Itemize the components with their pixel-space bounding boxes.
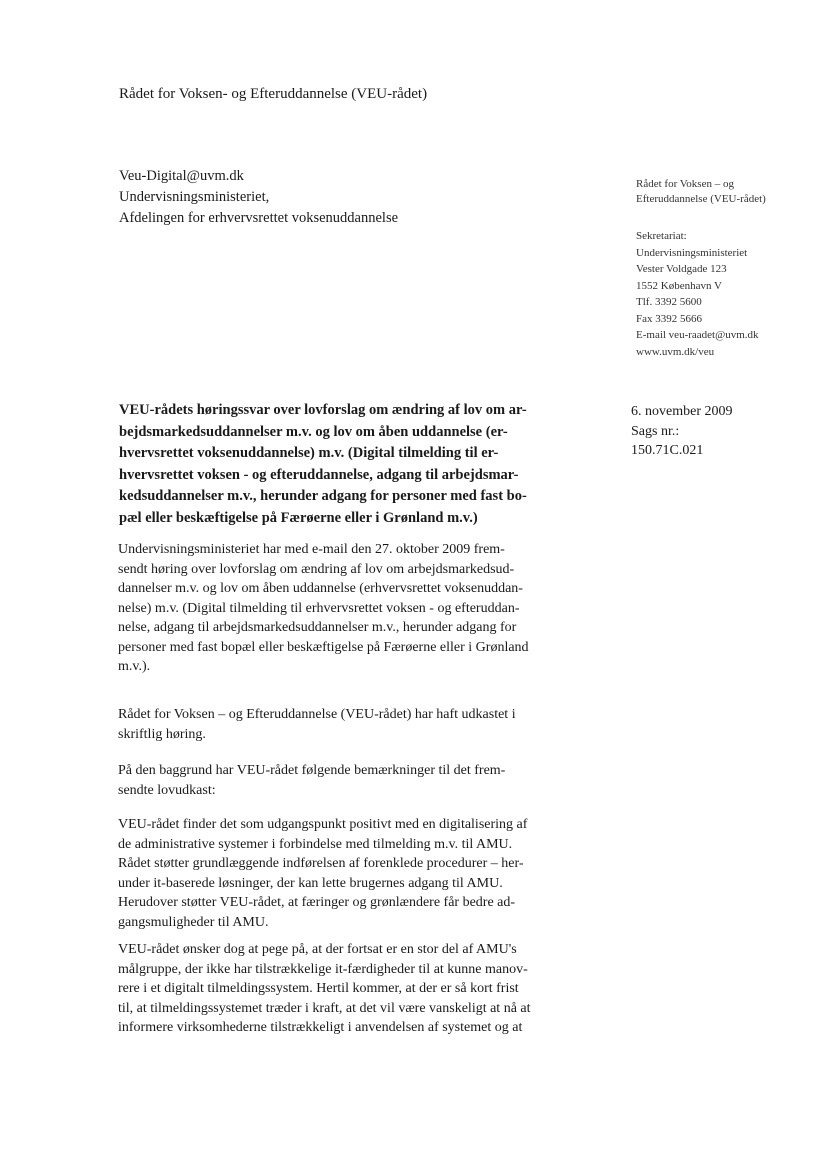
paragraph-2: Rådet for Voksen – og Efteruddannelse (VEU-rådet) har haft udkastet i skriftlig høring. (118, 707, 516, 742)
paragraph-4: VEU-rådet finder det som udgangspunkt positivt med en digitalisering af de administrative systemer i forbindelse med tilmelding m.v. til AMU. Rådet støtter grundlæggende indførelsen af forenklede procedurer – her- under it-baserede løsninger, der kan lette brugernes adgang til AMU. Herudover støtter VEU-rådet, at færinger og grønlændere får bedre ad- gangsmuligheder til AMU. (118, 817, 528, 930)
recipient-department: Afdelingen for erhvervsrettet voksenuddannelse (119, 210, 399, 226)
sender-contact: Sekretariat: Undervisningsministeriet Vester Voldgade 123 1552 København V Tlf. 3392 5600 Fax 3392 5666 E-mail veu-raadet@uvm.dk www.uvm.dk/veu (636, 228, 759, 360)
recipient-ministry: Undervisningsministeriet, (119, 189, 270, 205)
letter-date: 6. november 2009 (631, 404, 733, 419)
case-label: Sags nr.: (631, 423, 680, 439)
case-number: 150.71C.021 (631, 443, 704, 458)
sender-name: Rådet for Voksen – og Efteruddannelse (VEU-rådet) (636, 178, 766, 205)
paragraph-3: På den baggrund har VEU-rådet følgende bemærkninger til det frem- sendte lovudkast: (118, 763, 506, 798)
date-case-block (631, 402, 732, 461)
letterhead: Rådet for Voksen- og Efteruddannelse (VEU-rådet) (119, 86, 428, 102)
paragraph-1: Undervisningsministeriet har med e-mail den 27. oktober 2009 frem- sendt høring over lovforslag om ændring af lov om arbejdsmarkedsud- dannelser m.v. og lov om åben uddannelse (erhvervsrettet voksenuddan- nelse) m.v. (Digital tilmelding til erhvervsrettet voksen - og efteruddan- nelse, adgang til arbejdsmarkedsuddannelser m.v., herunder adgang for personer med fast bopæl eller beskæftigelse på Færøerne eller i Grønland m.v.). (118, 542, 529, 674)
recipient-email: Veu-Digital@uvm.dk (119, 168, 244, 184)
sender-website: www.uvm.dk/veu (636, 345, 715, 358)
paragraph-5: VEU-rådet ønsker dog at pege på, at der fortsat er en stor del af AMU's målgruppe, der ikke har tilstrækkelige it-færdigheder til at kunne manov- rere i et digitalt tilmeldingssystem. Hertil kommer, at der er så kort frist til, at tilmeldingssystemet træder i kraft, at det vil være vanskeligt at nå at informere virksomhederne tilstrækkeligt i anvendelsen af systemet og at (118, 942, 531, 1035)
document-title: VEU-rådets høringssvar over lovforslag om ændring af lov om ar- bejdsmarkedsuddannelser m.v. og lov om åben uddannelse (er- hvervsrettet voksenuddannelse) m.v. (Digital tilmelding til er- hvervsrettet voksen - og efteruddannelse, adgang til arbejdsmar- kedsuddannelser m.v., herunder adgang for personer med fast bo- pæl eller beskæftigelse på Færøerne eller i Grønland m.v.) (119, 402, 527, 526)
sender-email: E-mail veu-raadet@uvm.dk (636, 329, 759, 341)
recipient-address (119, 166, 398, 229)
